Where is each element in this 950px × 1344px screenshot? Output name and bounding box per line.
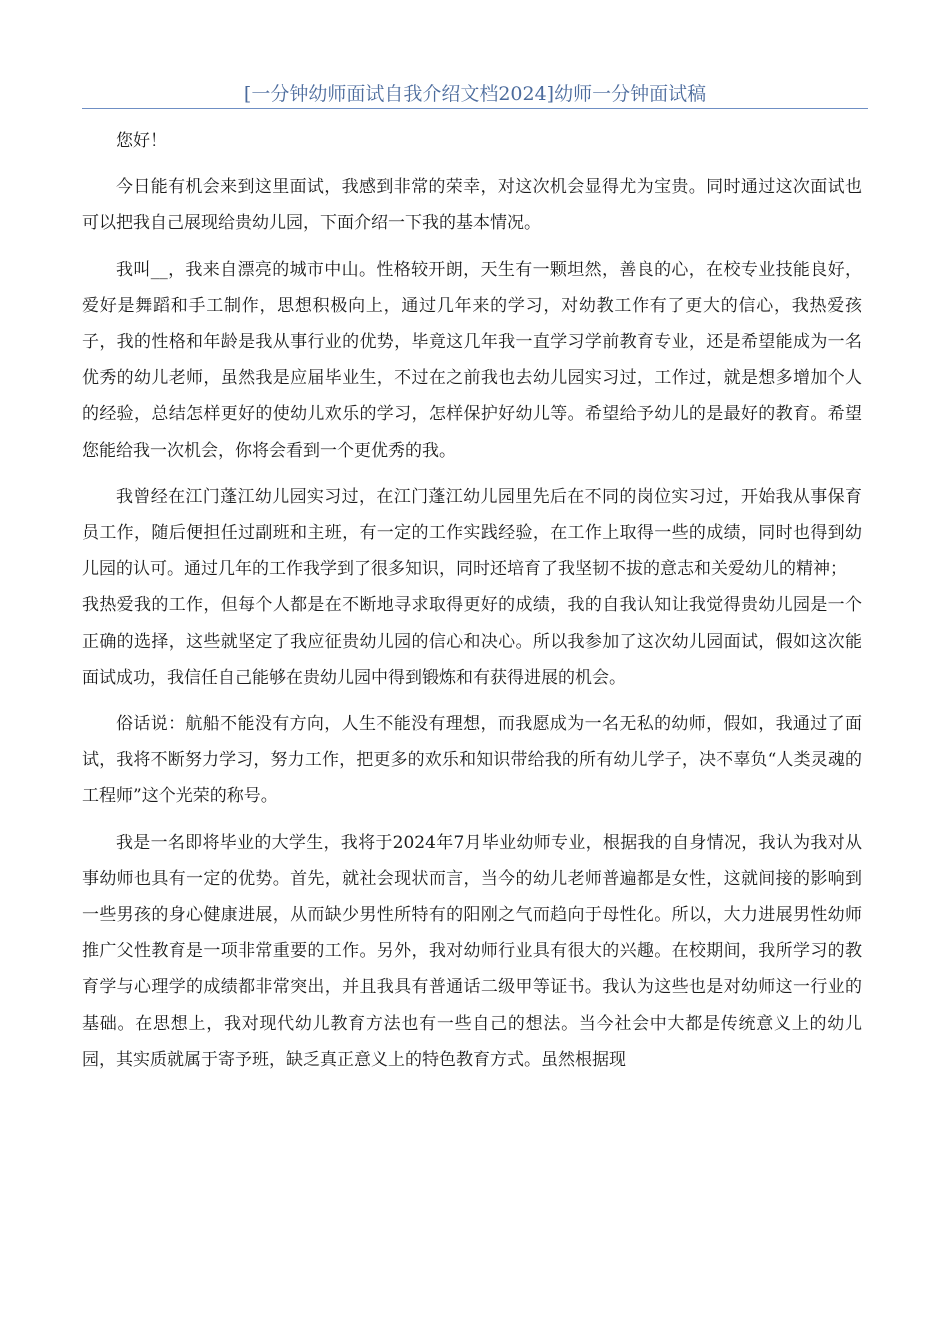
header-divider [82, 108, 868, 109]
document-title: [一分钟幼师面试自我介绍文档2024]幼师一分钟面试稿 [243, 83, 707, 105]
paragraph-self-description: 我叫__，我来自漂亮的城市中山。性格较开朗，天生有一颗坦然，善良的心，在校专业技能良好，爱好是舞蹈和手工制作，思想积极向上，通过几年来的学习，对幼教工作有了更大的信心，我热爱孩子，我的性格和年龄是我从事行业的优势，毕竟这几年我一直学习学前教育专业，还是希望能成为一名优秀的幼儿老师，虽然我是应届毕业生，不过在之前我也去幼儿园实习过，工作过，就是想多增加个人的经验，总结怎样更好的使幼儿欢乐的学习，怎样保护好幼儿等。希望给予幼儿的是最好的教育。希望您能给我一次机会，你将会看到一个更优秀的我。 [82, 259, 862, 461]
paragraph-intro: 今日能有机会来到这里面试，我感到非常的荣幸，对这次机会显得尤为宝贵。同时通过这次面试也可以把我自己展现给贵幼儿园，下面介绍一下我的基本情况。 [82, 177, 862, 234]
paragraph-aspiration: 俗话说：航船不能没有方向，人生不能没有理想，而我愿成为一名无私的幼师，假如，我通过了面试，我将不断努力学习，努力工作，把更多的欢乐和知识带给我的所有幼儿学子，决不辜负“人类灵魂的工程师”这个光荣的称号。 [82, 714, 862, 807]
paragraph-internship: 我曾经在江门蓬江幼儿园实习过，在江门蓬江幼儿园里先后在不同的岗位实习过，开始我从事保育员工作，随后便担任过副班和主班，有一定的工作实践经验，在工作上取得一些的成绩，同时也得到幼儿园的认可。通过几年的工作我学到了很多知识，同时还培育了我坚韧不拔的意志和关爱幼儿的精神； [82, 486, 862, 580]
document-body [82, 123, 862, 1088]
paragraph-motivation: 我热爱我的工作，但每个人都是在不断地寻求取得更好的成绩，我的自我认知让我觉得贵幼儿园是一个正确的选择，这些就坚定了我应征贵幼儿园的信心和决心。所以我参加了这次幼儿园面试，假如这次能面试成功，我信任自己能够在贵幼儿园中得到锻炼和有获得进展的机会。 [82, 595, 862, 688]
greeting: 您好！ [116, 131, 167, 151]
paragraph-advantages: 我是一名即将毕业的大学生，我将于2024年7月毕业幼师专业，根据我的自身情况，我认为我对从事幼师也具有一定的优势。首先，就社会现状而言，当今的幼儿老师普遍都是女性，这就间接的影响到一些男孩的身心健康进展，从而缺少男性所特有的阳刚之气而趋向于母性化。所以，大力进展男性幼师推广父性教育是一项非常重要的工作。另外，我对幼师行业具有很大的兴趣。在校期间，我所学习的教育学与心理学的成绩都非常突出，并且我具有普通话二级甲等证书。我认为这些也是对幼师这一行业的基础。在思想上，我对现代幼儿教育方法也有一些自己的想法。当今社会中大都是传统意义上的幼儿园，其实质就属于寄予班，缺乏真正意义上的特色教育方式。虽然根据现 [82, 832, 862, 1070]
